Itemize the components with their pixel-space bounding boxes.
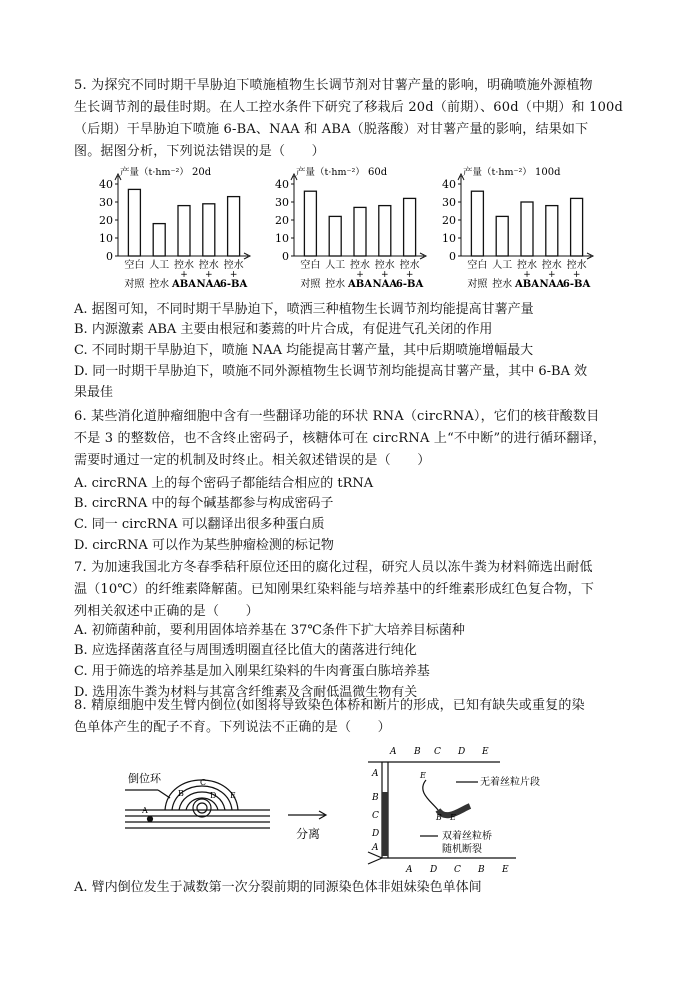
bar [203, 204, 215, 256]
q5-option-d-line-1: D. 同一时期干旱胁迫下，喷施不同外源植物生长调节剂均能提高甘薯产量，其中 6-BA 效 [74, 364, 588, 379]
category-label-mid: + [405, 270, 414, 280]
y-tick-label: 20 [442, 214, 456, 227]
fragment-letter-e2: E [450, 813, 456, 822]
bridge-bottom-letter-b: B [478, 865, 485, 875]
q6-stem-line-1: 6. 某些消化道肿瘤细胞中含有一些翻译功能的环状 RNA（circRNA），它们的核苷酸数目 [74, 409, 600, 424]
y-tick-label: 40 [99, 178, 113, 191]
loop-letter-b: B [178, 789, 184, 798]
q8-option-a: A. 臂内倒位发生于减数第一次分裂前期的同源染色体非姐妹染色单体间 [74, 880, 482, 895]
category-label-top: 人工 [492, 260, 513, 271]
loop-letter-e: E [230, 791, 236, 800]
q7-option-a: A. 初筛菌种前，要利用固体培养基在 37℃条件下扩大培养目标菌种 [74, 623, 465, 638]
category-label-bottom: ABA [172, 279, 196, 290]
chart-svg [272, 164, 437, 296]
bar [354, 207, 366, 256]
bar [496, 216, 508, 256]
loop-letter-a: A [142, 806, 148, 815]
category-label-mid: + [572, 270, 581, 280]
category-label-mid: + [180, 270, 188, 280]
bar [304, 191, 316, 256]
category-label-top: 控水 [566, 260, 587, 271]
chart-svg [439, 164, 604, 296]
category-label-top: 控水 [350, 260, 370, 271]
category-label-bottom: 控水 [149, 279, 170, 290]
bridge-top-letter-a: A [390, 747, 397, 757]
q5-stem-line-1: 5. 为探究不同时期干旱胁迫下喷施植物生长调节剂对甘薯产量的影响，明确喷施外源植物 [74, 78, 593, 93]
category-label-bottom: 控水 [492, 279, 513, 290]
bar [471, 191, 483, 256]
q7-option-b: B. 应选择菌落直径与周围透明圈直径比值大的菌落进行纯化 [74, 643, 417, 658]
category-label-top: 控水 [541, 260, 562, 271]
inversion-loop-label: 倒位环 [128, 772, 161, 785]
y-tick-label: 20 [275, 214, 289, 227]
category-label-top: 控水 [174, 260, 194, 271]
chart-title: 20d [192, 167, 212, 178]
category-label-bottom: 对照 [124, 279, 145, 290]
inversion-loop-figure [125, 780, 270, 828]
bar [571, 198, 583, 256]
category-label-bottom: 对照 [300, 279, 321, 290]
category-label-mid: + [205, 270, 213, 280]
bridge-bottom-letter-e: E [502, 865, 509, 875]
q5-stem-line-2: 生长调节剂的最佳时期。在人工控水条件下研究了移栽后 20d（前期）、60d（中期）和 100d [74, 100, 624, 115]
category-label-top: 控水 [399, 260, 420, 271]
category-label-top: 控水 [198, 260, 219, 271]
bar [128, 189, 140, 256]
y-tick-label: 10 [99, 232, 113, 245]
category-label-mid: + [523, 270, 531, 280]
bridge-bottom-letter-c: C [454, 865, 461, 875]
category-label-top: 控水 [374, 260, 395, 271]
category-label-bottom: 6-BA [562, 279, 591, 290]
yield-charts [96, 164, 616, 296]
y-tick-label: 30 [99, 196, 113, 209]
bar [404, 198, 416, 256]
bridge-label-2: 随机断裂 [442, 844, 482, 855]
category-label-mid: + [229, 270, 238, 280]
chart-title: 100d [535, 167, 561, 178]
y-tick-label: 40 [275, 178, 289, 191]
q7-stem-line-3: 列相关叙述中正确的是（ ） [74, 604, 259, 619]
loop-letter-d: D [210, 791, 217, 800]
q5-option-d-line-2: 果最佳 [74, 385, 114, 400]
q6-option-b: B. circRNA 中的每个碱基都参与构成密码子 [74, 496, 334, 511]
q6-stem-line-3: 需要时通过一定的机制及时终止。相关叙述错误的是（ ） [74, 453, 431, 468]
q6-stem-line-2: 不是 3 的整数倍，也不含终止密码子，核糖体可在 circRNA 上“不中断”的进行循环翻译， [74, 431, 606, 446]
y-tick-label: 10 [442, 232, 456, 245]
chart-100d [439, 164, 604, 296]
q8-stem-line-1: 8. 精原细胞中发生臂内倒位(如图将导致染色体桥和断片的形成，已知有缺失或重复的染 [74, 698, 585, 713]
bar [329, 216, 341, 256]
bar [521, 202, 533, 256]
y-tick-label: 30 [442, 196, 456, 209]
separation-label: 分离 [296, 827, 321, 841]
chart-title: 60d [368, 167, 388, 178]
y-tick-label: 0 [106, 250, 113, 263]
category-label-top: 空白 [300, 260, 321, 271]
bar [228, 197, 240, 256]
category-label-top: 人工 [149, 260, 170, 271]
y-tick-label: 40 [442, 178, 456, 191]
category-label-mid: + [381, 270, 389, 280]
bridge-label-1: 双着丝粒桥 [442, 831, 492, 842]
category-label-bottom: ABA [515, 279, 539, 290]
q6-option-d: D. circRNA 可以作为某些肿瘤检测的标记物 [74, 538, 334, 553]
y-tick-label: 20 [99, 214, 113, 227]
y-tick-label: 30 [275, 196, 289, 209]
q8-stem-line-2: 色单体产生的配子不育。下列说法不正确的是（ ） [74, 720, 391, 735]
category-label-mid: + [356, 270, 364, 280]
bridge-left-letter-d: D [372, 829, 380, 839]
chart-60d [272, 164, 437, 296]
bar [153, 224, 165, 256]
bar [379, 206, 391, 256]
fragment-label: 无着丝粒片段 [480, 777, 540, 788]
chart-20d [96, 164, 261, 296]
separation-arrow [288, 811, 326, 819]
category-label-bottom: 6-BA [219, 279, 248, 290]
category-label-bottom: ABA [348, 279, 372, 290]
category-label-bottom: NAA [539, 279, 565, 290]
q5-stem-line-4: 图。据图分析，下列说法错误的是（ ） [74, 144, 325, 159]
y-tick-label: 0 [282, 250, 289, 263]
bridge-top-letter-c: C [434, 747, 441, 757]
category-label-top: 控水 [223, 260, 244, 271]
inversion-diagram [120, 740, 540, 880]
q5-stem-line-3: （后期）干旱胁迫下喷施 6-BA、NAA 和 ABA（脱落酸）对甘薯产量的影响，结果如下 [74, 122, 589, 137]
bridge-left-letter-a2: A [372, 843, 379, 853]
bridge-top-letter-d: D [458, 747, 466, 757]
category-label-bottom: 控水 [325, 279, 346, 290]
fragment-letter-b: B [436, 813, 442, 822]
q5-option-b: B. 内源激素 ABA 主要由根冠和萎蔫的叶片合成，有促进气孔关闭的作用 [74, 322, 493, 337]
y-tick-label: 0 [449, 250, 456, 263]
category-label-bottom: NAA [196, 279, 222, 290]
category-label-bottom: 对照 [467, 279, 488, 290]
y-axis-label: 产量（t·hm⁻²） [120, 167, 189, 178]
fragment-letter-e: E [420, 771, 426, 780]
bar [546, 206, 558, 256]
chart-svg [96, 164, 261, 296]
inversion-diagram-svg [120, 740, 540, 880]
category-label-top: 控水 [517, 260, 537, 271]
q7-option-c: C. 用于筛选的培养基是加入刚果红染料的牛肉膏蛋白胨培养基 [74, 664, 430, 679]
bridge-left-letter-a: A [372, 769, 379, 779]
y-tick-label: 10 [275, 232, 289, 245]
bridge-left-letter-b: B [372, 793, 379, 803]
loop-letter-c: C [200, 778, 207, 787]
category-label-top: 空白 [124, 260, 145, 271]
category-label-bottom: NAA [372, 279, 398, 290]
category-label-bottom: 6-BA [395, 279, 424, 290]
bridge-left-letter-c: C [372, 811, 379, 821]
q6-option-c: C. 同一 circRNA 可以翻译出很多种蛋白质 [74, 517, 325, 532]
category-label-top: 空白 [467, 260, 488, 271]
q5-option-c: C. 不同时期干旱胁迫下，喷施 NAA 均能提高甘薯产量，其中后期喷施增幅最大 [74, 343, 534, 358]
bridge-top-letter-b: B [414, 747, 421, 757]
category-label-mid: + [548, 270, 556, 280]
q7-stem-line-1: 7. 为加速我国北方冬春季秸秆原位还田的腐化过程，研究人员以冻牛粪为材料筛选出耐低 [74, 560, 593, 575]
q6-option-a: A. circRNA 上的每个密码子都能结合相应的 tRNA [74, 476, 374, 491]
category-label-top: 人工 [325, 260, 346, 271]
q7-option-d: D. 选用冻牛粪为材料与其富含纤维素及含耐低温微生物有关 [74, 685, 418, 700]
bridge-top-letter-e: E [482, 747, 489, 757]
y-axis-label: 产量（t·hm⁻²） [296, 167, 365, 178]
bar [178, 206, 190, 256]
bridge-bottom-letter-a: A [406, 865, 413, 875]
q7-stem-line-2: 温（10℃）的纤维素降解菌。已知刚果红染料能与培养基中的纤维素形成红色复合物，下 [74, 582, 595, 597]
q5-option-a: A. 据图可知，不同时期干旱胁迫下，喷洒三种植物生长调节剂均能提高甘薯产量 [74, 302, 534, 317]
bridge-bottom-letter-d: D [430, 865, 438, 875]
y-axis-label: 产量（t·hm⁻²） [463, 167, 532, 178]
